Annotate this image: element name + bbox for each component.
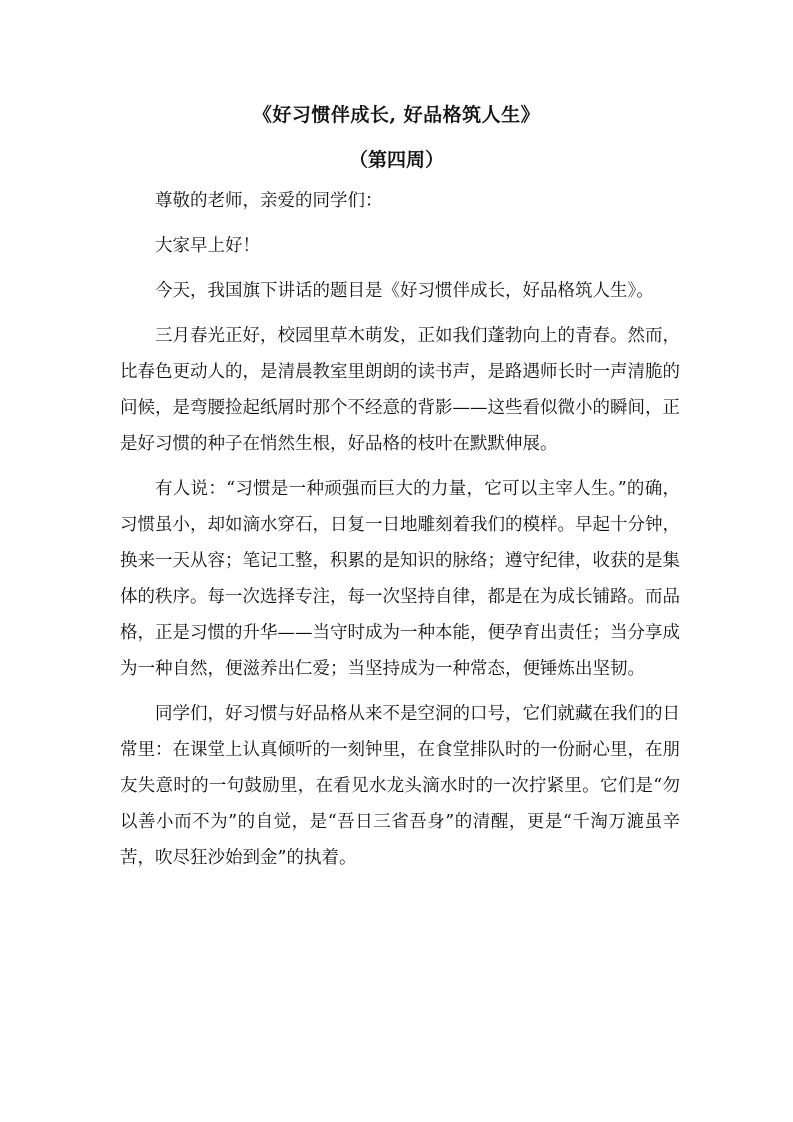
salutation-paragraph: 尊敬的老师，亲爱的同学们： [155, 191, 383, 211]
document-title: 《好习惯伴成长, 好品格筑人生》 [252, 104, 541, 126]
habit-paragraph: 有人说：“习惯是一种顽强而巨大的力量，它可以主宰人生。”的确，习惯虽小，却如滴水穿石，日复一日地雕刻着我们的模样。早起十分钟，换来一天从容；笔记工整，积累的是知识的脉络；遵守纪律，收获的是集体的秩序。每一次选择专注，每一次坚持自律，都是在为成长铺路。而品格，正是习惯的升华——当守时成为一种本能，便孕育出责任；当分享成为一种自然，便滋养出仁爱；当坚持成为一种常态，便锤炼出坚韧。 [120, 479, 680, 679]
greeting-paragraph: 大家早上好！ [155, 236, 260, 256]
spring-paragraph: 三月春光正好，校园里草木萌发，正如我们蓬勃向上的青春。然而，比春色更动人的，是清晨教室里朗朗的读书声，是路遇师长时一声清脆的问候，是弯腰捡起纸屑时那个不经意的背影——这些看似微小的瞬间，正是好习惯的种子在悄然生根，好品格的枝叶在默默伸展。 [120, 326, 680, 454]
document-subtitle: （第四周） [348, 149, 444, 171]
speech-body [120, 183, 680, 876]
daily-life-paragraph: 同学们，好习惯与好品格从来不是空洞的口号，它们就藏在我们的日常里：在课堂上认真倾听的一刻钟里，在食堂排队时的一份耐心里，在朋友失意时的一句鼓励里，在看见水龙头滴水时的一次拧紧里。它们是“勿以善小而不为”的自觉，是“吾日三省吾身”的清醒，更是“千淘万漉虽辛苦，吹尽狂沙始到金”的执着。 [120, 704, 680, 868]
topic-paragraph: 今天，我国旗下讲话的题目是《好习惯伴成长，好品格筑人生》。 [155, 281, 654, 301]
